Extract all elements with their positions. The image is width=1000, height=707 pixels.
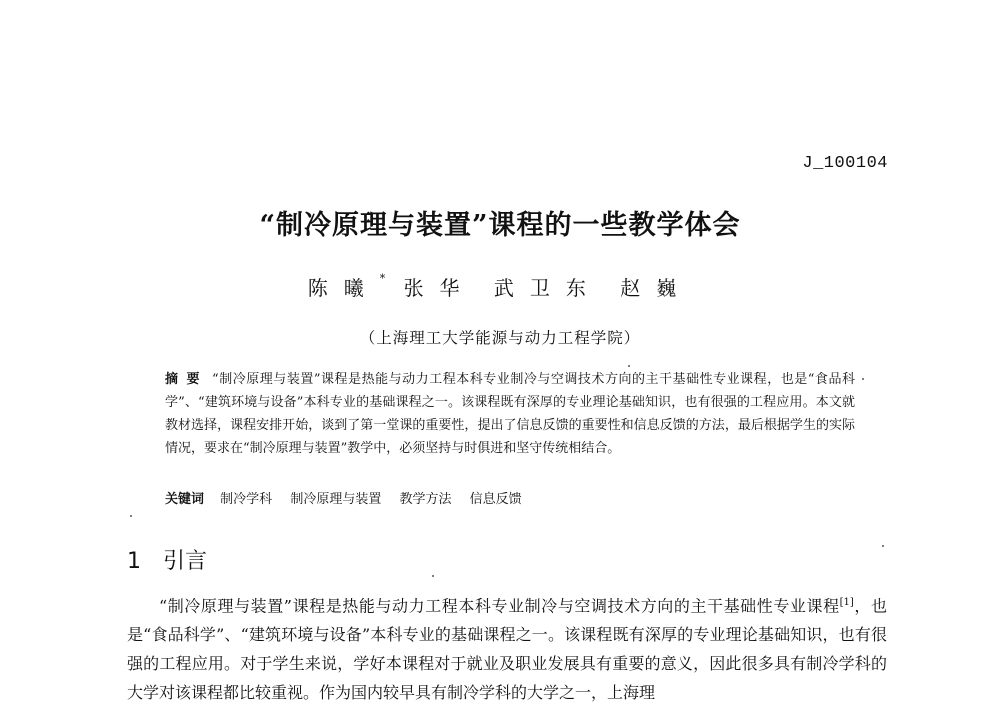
paper-title: “制冷原理与装置”课程的一些教学体会 xyxy=(259,210,741,241)
section-number: 1 xyxy=(127,549,141,574)
author-name: 陈曦* xyxy=(307,272,386,300)
keywords-label: 关键词 xyxy=(165,492,205,507)
scan-speck xyxy=(432,575,434,577)
keyword: 教学方法 xyxy=(399,492,452,507)
corresponding-author-mark: * xyxy=(379,272,386,285)
scan-speck xyxy=(130,515,132,517)
author-list xyxy=(0,272,1000,301)
affiliation: （上海理工大学能源与动力工程学院） xyxy=(359,329,641,347)
author-name: 张华 xyxy=(403,276,476,300)
author-name: 赵巍 xyxy=(620,276,693,300)
citation-ref: [1] xyxy=(839,597,854,608)
abstract-label: 摘要 xyxy=(165,372,209,387)
keyword: 制冷学科 xyxy=(220,492,273,507)
abstract-text: “制冷原理与装置”课程是热能与动力工程本科专业制冷与空调技术方向的主干基础性专业课程，也是“食品科学”、“建筑环境与设备”本科专业的基础课程之一。该课程既有深厚的专业理论基础知识，也有很强的工程应用。本文就教材选择，课程安排开始，谈到了第一堂课的重要性，提出了信息反馈的重要性和信息反馈的方法，最后根据学生的实际情况，要求在“制冷原理与装置”教学中，必须坚持与时俱进和坚守传统相结合。 xyxy=(165,372,855,456)
author-name: 武卫东 xyxy=(493,276,602,300)
keywords xyxy=(165,488,855,507)
section-heading xyxy=(127,544,207,575)
keyword: 制冷原理与装置 xyxy=(290,492,382,507)
document-id: J_100104 xyxy=(802,154,888,173)
abstract xyxy=(165,368,855,460)
keyword: 信息反馈 xyxy=(469,492,522,507)
body-paragraph: “制冷原理与装置”课程是热能与动力工程本科专业制冷与空调技术方向的主干基础性专业课程[1]，也是“食品科学”、“建筑环境与设备”本科专业的基础课程之一。该课程既有深厚的专业理论基础知识，也有很强的工程应用。对于学生来说，学好本课程对于就业及职业发展具有重要的意义，因此很多具有制冷学科的大学对该课程都比较重视。作为国内较早具有制冷学科的大学之一，上海理 xyxy=(127,596,887,703)
section-title: 引言 xyxy=(163,549,208,574)
scan-speck xyxy=(628,365,630,367)
scan-speck xyxy=(882,545,884,547)
scan-speck xyxy=(862,378,864,380)
